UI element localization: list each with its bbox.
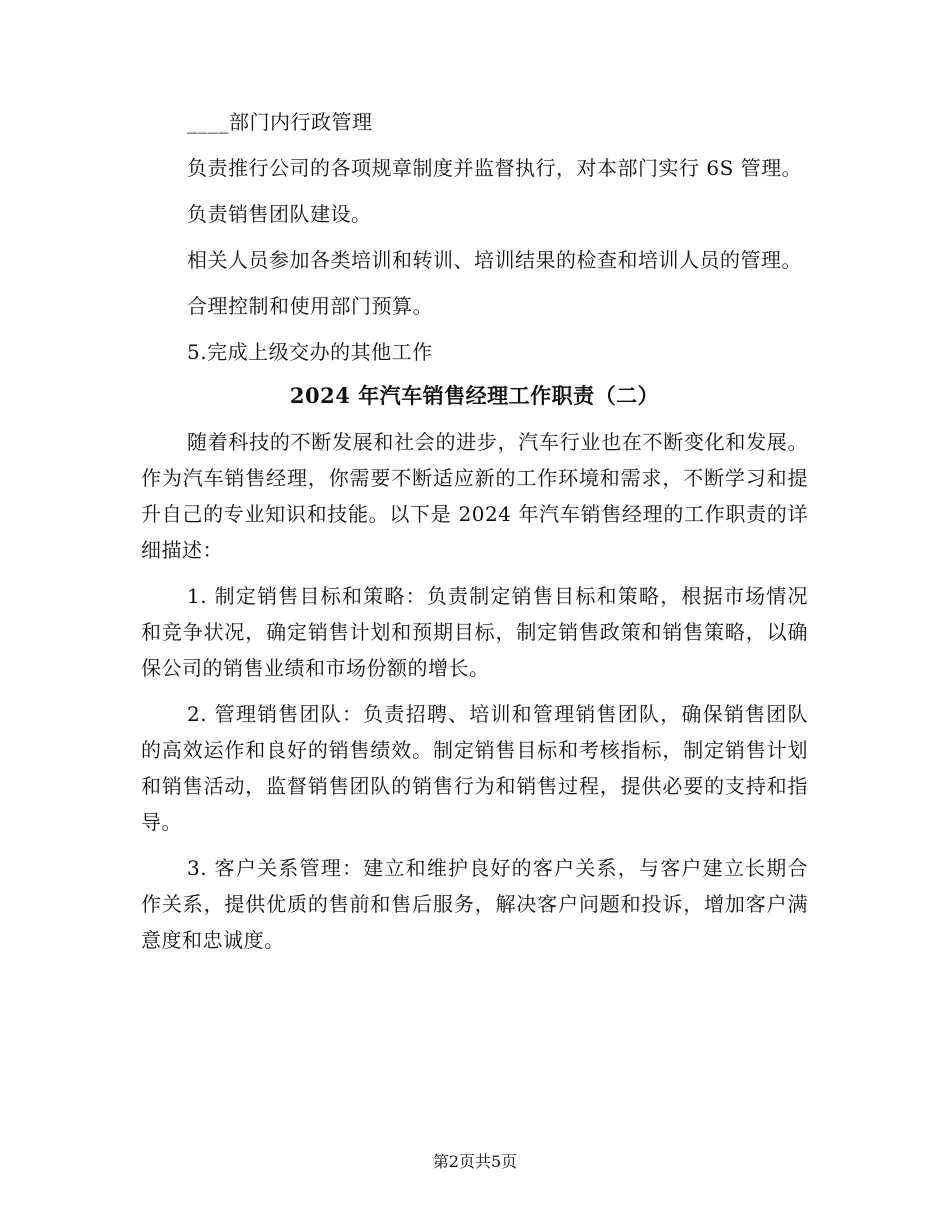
paragraph-sales-targets: 1. 制定销售目标和策略：负责制定销售目标和策略，根据市场情况和竞争状况，确定销售计划和预期目标，制定销售政策和销售策略，以确保公司的销售业绩和市场份额的增长。 [141, 584, 808, 680]
page-number-footer: 第2页共5页 [432, 1152, 518, 1171]
section-title: 2024 年汽车销售经理工作职责（二） [289, 383, 660, 408]
paragraph-team-building: 负责销售团队建设。 [187, 202, 372, 226]
paragraph-rules-6s: 负责推行公司的各项规章制度并监督执行，对本部门实行 6S 管理。 [187, 156, 803, 180]
document-body [141, 104, 808, 968]
paragraph-training: 相关人员参加各类培训和转训、培训结果的检查和培训人员的管理。 [187, 248, 802, 272]
paragraph-budget: 合理控制和使用部门预算。 [187, 294, 433, 318]
paragraph-customer-relations: 3. 客户关系管理：建立和维护良好的客户关系，与客户建立长期合作关系，提供优质的售前和售后服务，解决客户问题和投诉，增加客户满意度和忠诚度。 [141, 856, 808, 952]
paragraph-sales-team: 2. 管理销售团队：负责招聘、培训和管理销售团队，确保销售团队的高效运作和良好的销售绩效。制定销售目标和考核指标，制定销售计划和销售活动，监督销售团队的销售行为和销售过程，提供必要的支持和指导。 [141, 702, 808, 834]
paragraph-other-work: 5.完成上级交办的其他工作 [187, 340, 433, 364]
paragraph-intro: 随着科技的不断发展和社会的进步，汽车行业也在不断变化和发展。作为汽车销售经理，你需要不断适应新的工作环境和需求，不断学习和提升自己的专业知识和技能。以下是 2024 年汽车销售经理的工作职责的详细描述： [141, 430, 808, 562]
paragraph-admin-management: ____部门内行政管理 [187, 110, 373, 134]
